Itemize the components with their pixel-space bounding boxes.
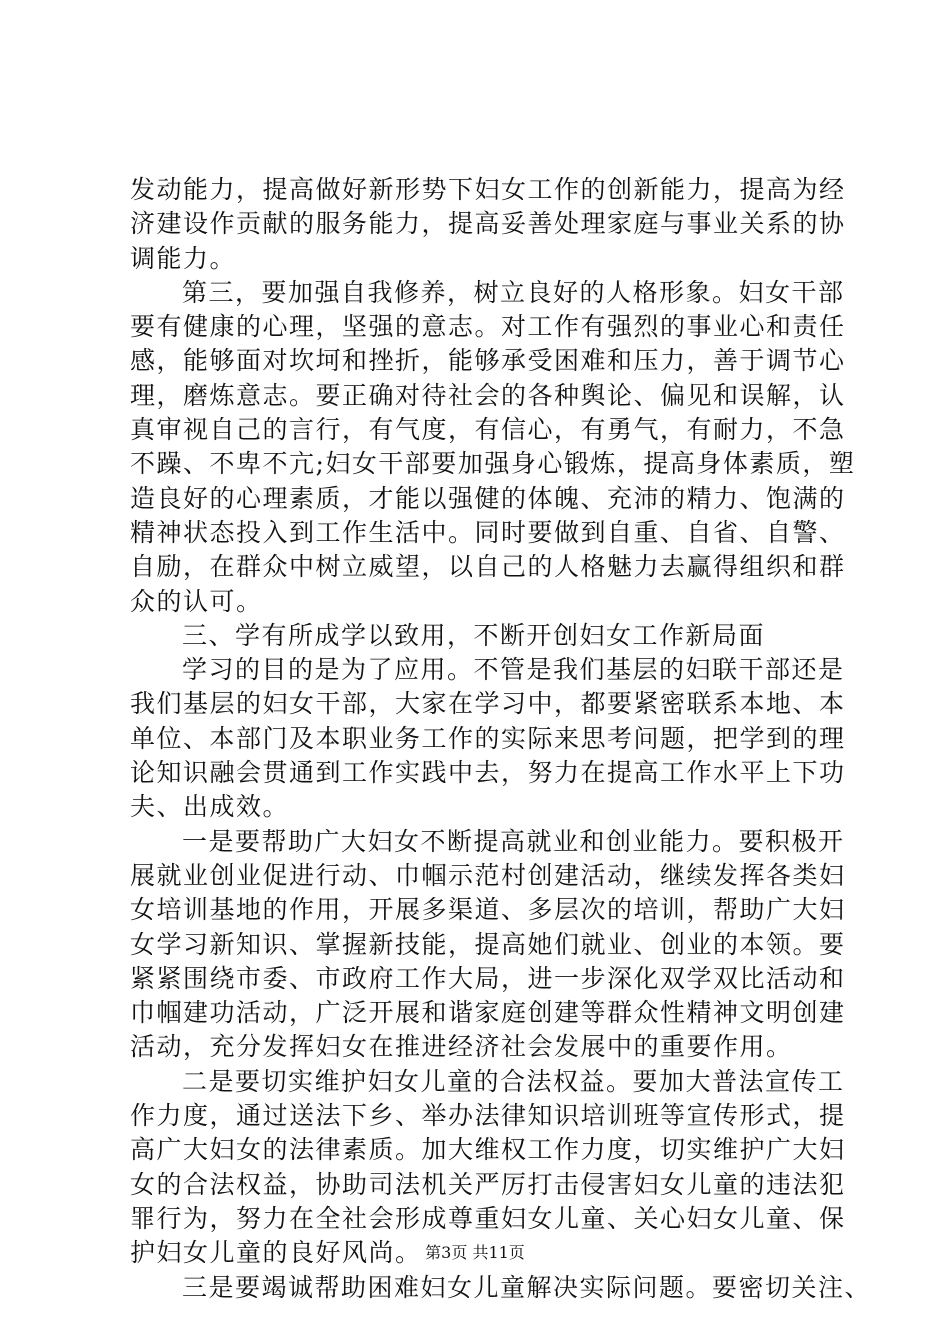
text-line: 一是要帮助广大妇女不断提高就业和创业能力。要积极开 [182,826,845,856]
text-line: 自励，在群众中树立威望，以自己的人格魅力去赢得组织和群 [130,552,846,582]
text-line: 众的认可。 [130,586,263,616]
text-line: 精神状态投入到工作生活中。同时要做到自重、自省、自警、 [130,517,846,547]
text-line: 理，磨炼意志。要正确对待社会的各种舆论、偏见和误解，认 [130,380,846,410]
text-line: 单位、本部门及本职业务工作的实际来思考问题，把学到的理 [130,723,846,753]
text-line: 女学习新知识、掌握新技能，提高她们就业、创业的本领。要 [130,929,846,959]
text-line: 济建设作贡献的服务能力，提高妥善处理家庭与事业关系的协 [130,209,846,239]
body-text [130,173,872,1305]
text-line: 调能力。 [130,243,237,273]
text-line: 巾帼建功活动，广泛开展和谐家庭创建等群众性精神文明创建 [130,998,846,1028]
text-line: 高广大妇女的法律素质。加大维权工作力度，切实维护广大妇 [130,1135,846,1165]
text-line: 夫、出成效。 [130,792,290,822]
text-line: 第三，要加强自我修养，树立良好的人格形象。妇女干部 [182,277,845,307]
text-line: 感，能够面对坎坷和挫折，能够承受困难和压力，善于调节心 [130,346,846,376]
text-line: 护妇女儿童的良好风尚。 [130,1238,422,1268]
text-line: 学习的目的是为了应用。不管是我们基层的妇联干部还是 [182,655,845,685]
text-line: 展就业创业促进行动、巾帼示范村创建活动，继续发挥各类妇 [130,860,846,890]
text-line: 发动能力，提高做好新形势下妇女工作的创新能力，提高为经 [130,175,846,204]
text-line: 要有健康的心理，坚强的意志。对工作有强烈的事业心和责任 [130,312,846,342]
text-line: 紧紧围绕市委、市政府工作大局，进一步深化双学双比活动和 [130,963,846,993]
page-footer: 第3页 共11页 [425,1243,525,1262]
text-line: 三是要竭诚帮助困难妇女儿童解决实际问题。要密切关注、 [182,1272,872,1302]
text-line: 真审视自己的言行，有气度，有信心，有勇气，有耐力，不急 [130,415,846,445]
text-line: 我们基层的妇女干部，大家在学习中，都要紧密联系本地、本 [130,689,846,719]
text-line: 论知识融会贯通到工作实践中去，努力在提高工作水平上下功 [130,758,846,788]
text-line: 作力度，通过送法下乡、举办法律知识培训班等宣传形式，提 [130,1101,846,1131]
text-line: 罪行为，努力在全社会形成尊重妇女儿童、关心妇女儿童、保 [130,1203,846,1233]
text-line: 造良好的心理素质，才能以强健的体魄、充沛的精力、饱满的 [130,483,846,513]
text-line: 三、学有所成学以致用，不断开创妇女工作新局面 [182,620,766,650]
text-line: 活动，充分发挥妇女在推进经济社会发展中的重要作用。 [130,1032,793,1062]
text-line: 不躁、不卑不亢;妇女干部要加强身心锻炼，提高身体素质，塑 [130,449,856,479]
text-line: 女培训基地的作用，开展多渠道、多层次的培训，帮助广大妇 [130,895,846,925]
text-line: 二是要切实维护妇女儿童的合法权益。要加大普法宣传工 [182,1066,845,1096]
text-line: 女的合法权益，协助司法机关严厉打击侵害妇女儿童的违法犯 [130,1169,846,1199]
